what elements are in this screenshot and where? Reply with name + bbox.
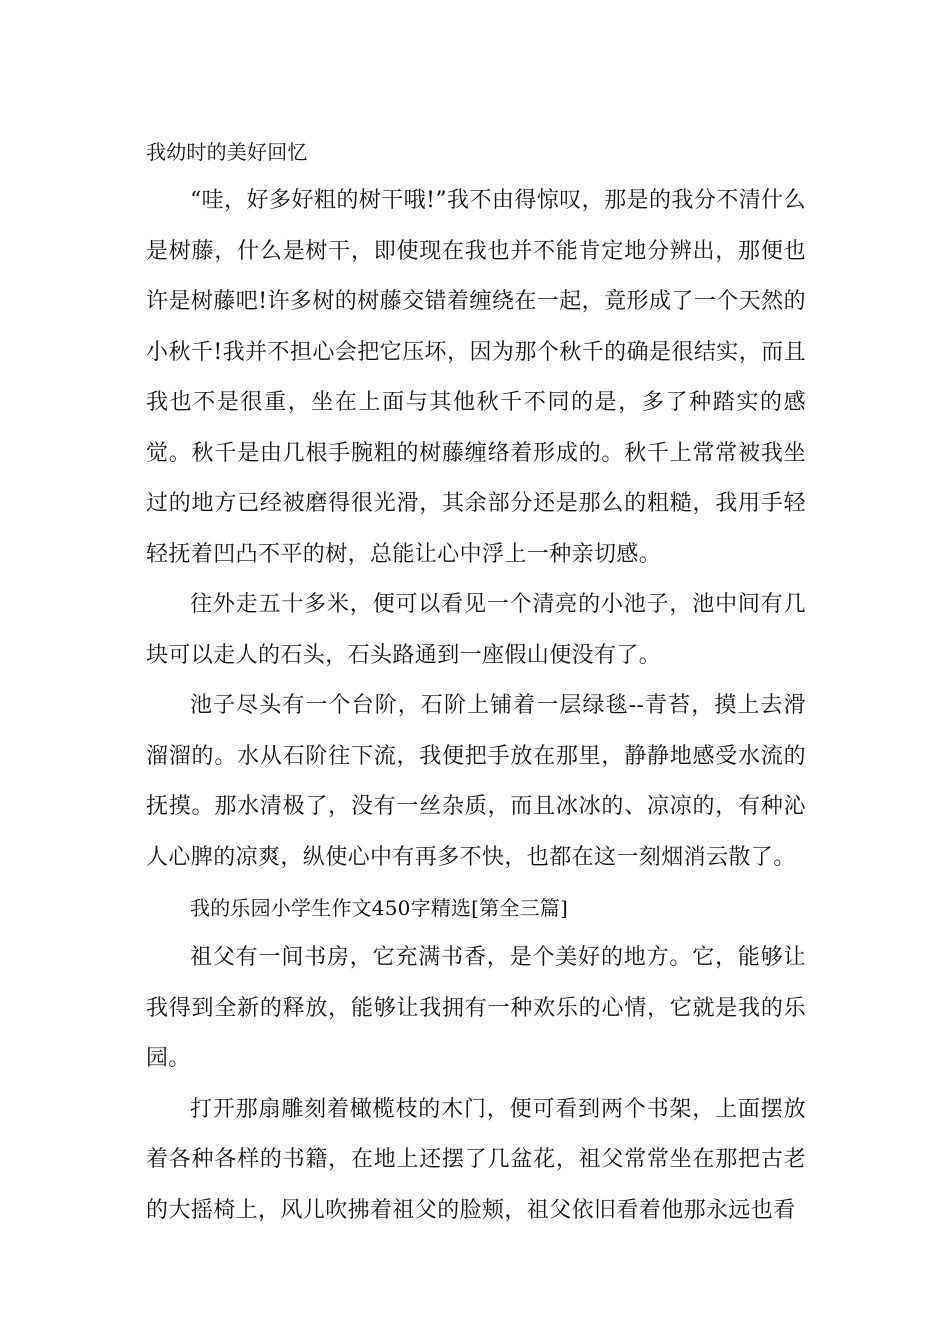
paragraph: 祖父有一间书房，它充满书香，是个美好的地方。它，能够让我得到全新的释放，能够让我拥有一种欢乐的心情，它就是我的乐园。 [146, 945, 806, 1071]
paragraph: 往外走五十多米，便可以看见一个清亮的小池子，池中间有几块可以走人的石头，石头路通到一座假山便没有了。 [146, 592, 806, 668]
document-body [146, 128, 806, 1236]
section-subtitle: 我的乐园小学生作文450字精选[第全三篇] [190, 896, 568, 920]
paragraph: “哇，好多好粗的树干哦!”我不由得惊叹，那是的我分不清什么是树藤，什么是树干，即使现在我也并不能肯定地分辨出，那便也许是树藤吧!许多树的树藤交错着缠绕在一起，竟形成了一个天然的小秋千!我并不担心会把它压坏，因为那个秋千的确是很结实，而且我也不是很重，坐在上面与其他秋千不同的是，多了种踏实的感觉。秋千是由几根手腕粗的树藤缠络着形成的。秋千上常常被我坐过的地方已经被磨得很光滑，其余部分还是那么的粗糙，我用手轻轻抚着凹凸不平的树，总能让心中浮上一种亲切感。 [146, 188, 806, 567]
paragraph: 打开那扇雕刻着橄榄枝的木门，便可看到两个书架，上面摆放着各种各样的书籍，在地上还摆了几盆花，祖父常常坐在那把古老的大摇椅上，风儿吹拂着祖父的脸颊，祖父依旧看着他那永远也看 [146, 1096, 806, 1223]
document-title: 我幼时的美好回忆 [146, 140, 308, 164]
paragraph: 池子尽头有一个台阶，石阶上铺着一层绿毯--青苔，摸上去滑溜溜的。水从石阶往下流，我便把手放在那里，静静地感受水流的抚摸。那水清极了，没有一丝杂质，而且冰冰的、凉凉的，有种沁人心脾的凉爽，纵使心中有再多不快，也都在这一刻烟消云散了。 [146, 693, 806, 870]
